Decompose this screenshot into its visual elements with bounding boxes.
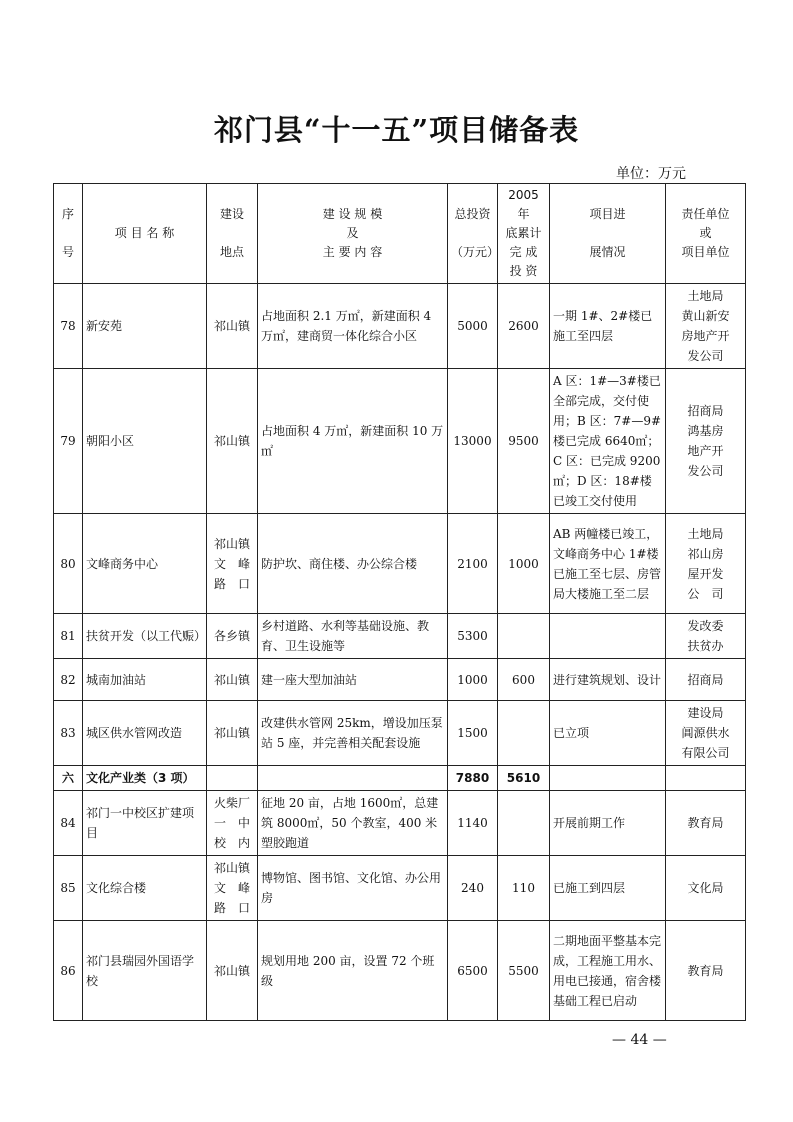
row-location: 祁山镇 文 峰 路 口 xyxy=(207,856,258,921)
row-progress: 已立项 xyxy=(550,701,666,766)
table-row xyxy=(54,284,746,369)
row-seq: 83 xyxy=(54,701,83,766)
header-progress: 项目进 展情况 xyxy=(550,184,666,284)
row-scale: 乡村道路、水利等基础设施、教育、卫生设施等 xyxy=(258,614,448,659)
row-investment: 240 xyxy=(448,856,498,921)
table-row xyxy=(54,701,746,766)
row-scale: 博物馆、图书馆、文化馆、办公用房 xyxy=(258,856,448,921)
row-cumulative: 110 xyxy=(498,856,550,921)
row-name: 城区供水管网改造 xyxy=(83,701,207,766)
project-table xyxy=(53,183,746,1021)
row-name: 文化产业类（3 项） xyxy=(83,766,207,791)
row-investment: 6500 xyxy=(448,921,498,1021)
row-cumulative xyxy=(498,701,550,766)
row-investment: 2100 xyxy=(448,514,498,614)
row-progress: AB 两幢楼已竣工，文峰商务中心 1#楼已施工至七层、房管局大楼施工至二层 xyxy=(550,514,666,614)
row-progress xyxy=(550,766,666,791)
table-row xyxy=(54,856,746,921)
table-row xyxy=(54,514,746,614)
row-progress: 进行建筑规划、设计 xyxy=(550,659,666,701)
row-name: 新安苑 xyxy=(83,284,207,369)
row-progress: A 区：1#—3#楼已全部完成，交付使用；B 区：7#—9#楼已完成 6640㎡；C 区：已完成 9200㎡；D 区：18#楼已竣工交付使用 xyxy=(550,369,666,514)
row-investment: 1000 xyxy=(448,659,498,701)
row-unit: 教育局 xyxy=(666,791,746,856)
row-progress: 开展前期工作 xyxy=(550,791,666,856)
row-investment: 1140 xyxy=(448,791,498,856)
row-unit: 文化局 xyxy=(666,856,746,921)
row-unit: 教育局 xyxy=(666,921,746,1021)
row-unit: 建设局 阊源供水 有限公司 xyxy=(666,701,746,766)
row-cumulative: 9500 xyxy=(498,369,550,514)
row-progress: 二期地面平整基本完成，工程施工用水、用电已接通，宿舍楼基础工程已启动 xyxy=(550,921,666,1021)
table-row xyxy=(54,791,746,856)
row-investment: 13000 xyxy=(448,369,498,514)
row-name: 城南加油站 xyxy=(83,659,207,701)
row-unit: 土地局 祁山房 屋开发 公 司 xyxy=(666,514,746,614)
row-progress: 一期 1#、2#楼已施工至四层 xyxy=(550,284,666,369)
row-seq: 82 xyxy=(54,659,83,701)
header-unit: 责任单位 或 项目单位 xyxy=(666,184,746,284)
row-location xyxy=(207,766,258,791)
row-investment: 5300 xyxy=(448,614,498,659)
page-title: 祁门县“十一五”项目储备表 xyxy=(213,113,580,147)
row-location: 祁山镇 xyxy=(207,369,258,514)
row-scale: 占地面积 2.1 万㎡，新建面积 4 万㎡，建商贸一体化综合小区 xyxy=(258,284,448,369)
row-scale: 规划用地 200 亩，设置 72 个班级 xyxy=(258,921,448,1021)
row-cumulative: 600 xyxy=(498,659,550,701)
header-investment: 总投资 （万元） xyxy=(448,184,498,284)
row-cumulative: 2600 xyxy=(498,284,550,369)
row-location: 祁山镇 xyxy=(207,921,258,1021)
table-header-row xyxy=(54,184,746,284)
row-scale: 征地 20 亩，占地 1600㎡，总建筑 8000㎡，50 个教室，400 米塑胶跑道 xyxy=(258,791,448,856)
row-scale: 改建供水管网 25km，增设加压泵站 5 座，并完善相关配套设施 xyxy=(258,701,448,766)
row-unit: 土地局 黄山新安 房地产开 发公司 xyxy=(666,284,746,369)
row-scale: 防护坎、商住楼、办公综合楼 xyxy=(258,514,448,614)
unit-label: 单位：万元 xyxy=(616,166,686,182)
row-investment: 7880 xyxy=(448,766,498,791)
row-location: 祁山镇 xyxy=(207,659,258,701)
row-scale: 占地面积 4 万㎡，新建面积 10 万㎡ xyxy=(258,369,448,514)
row-seq: 84 xyxy=(54,791,83,856)
row-cumulative xyxy=(498,791,550,856)
row-scale xyxy=(258,766,448,791)
row-seq: 六 xyxy=(54,766,83,791)
row-seq: 78 xyxy=(54,284,83,369)
row-scale: 建一座大型加油站 xyxy=(258,659,448,701)
row-investment: 1500 xyxy=(448,701,498,766)
row-investment: 5000 xyxy=(448,284,498,369)
row-cumulative: 5500 xyxy=(498,921,550,1021)
row-seq: 79 xyxy=(54,369,83,514)
row-name: 祁门县瑞园外国语学校 xyxy=(83,921,207,1021)
row-name: 文化综合楼 xyxy=(83,856,207,921)
row-cumulative: 1000 xyxy=(498,514,550,614)
row-unit: 招商局 鸿基房 地产开 发公司 xyxy=(666,369,746,514)
header-name: 项 目 名 称 xyxy=(83,184,207,284)
row-seq: 86 xyxy=(54,921,83,1021)
row-unit: 招商局 xyxy=(666,659,746,701)
row-cumulative: 5610 xyxy=(498,766,550,791)
row-name: 扶贫开发（以工代赈） xyxy=(83,614,207,659)
row-location: 各乡镇 xyxy=(207,614,258,659)
row-location: 祁山镇 xyxy=(207,701,258,766)
page-number: — 44 — xyxy=(612,1032,667,1048)
header-scale: 建 设 规 模 及 主 要 内 容 xyxy=(258,184,448,284)
row-unit xyxy=(666,766,746,791)
table-row xyxy=(54,369,746,514)
table-row xyxy=(54,614,746,659)
row-location: 祁山镇 xyxy=(207,284,258,369)
row-name: 文峰商务中心 xyxy=(83,514,207,614)
row-progress: 已施工到四层 xyxy=(550,856,666,921)
row-unit: 发改委 扶贫办 xyxy=(666,614,746,659)
header-location: 建设 地点 xyxy=(207,184,258,284)
row-name: 祁门一中校区扩建项目 xyxy=(83,791,207,856)
table-row xyxy=(54,921,746,1021)
row-progress xyxy=(550,614,666,659)
row-name: 朝阳小区 xyxy=(83,369,207,514)
row-location: 祁山镇 文 峰 路 口 xyxy=(207,514,258,614)
row-seq: 80 xyxy=(54,514,83,614)
table-row xyxy=(54,766,746,791)
row-seq: 81 xyxy=(54,614,83,659)
table-row xyxy=(54,659,746,701)
row-location: 火柴厂 一 中 校 内 xyxy=(207,791,258,856)
row-seq: 85 xyxy=(54,856,83,921)
row-cumulative xyxy=(498,614,550,659)
header-seq: 序 号 xyxy=(54,184,83,284)
header-cumulative: 2005 年 底累计 完 成 投 资 xyxy=(498,184,550,284)
